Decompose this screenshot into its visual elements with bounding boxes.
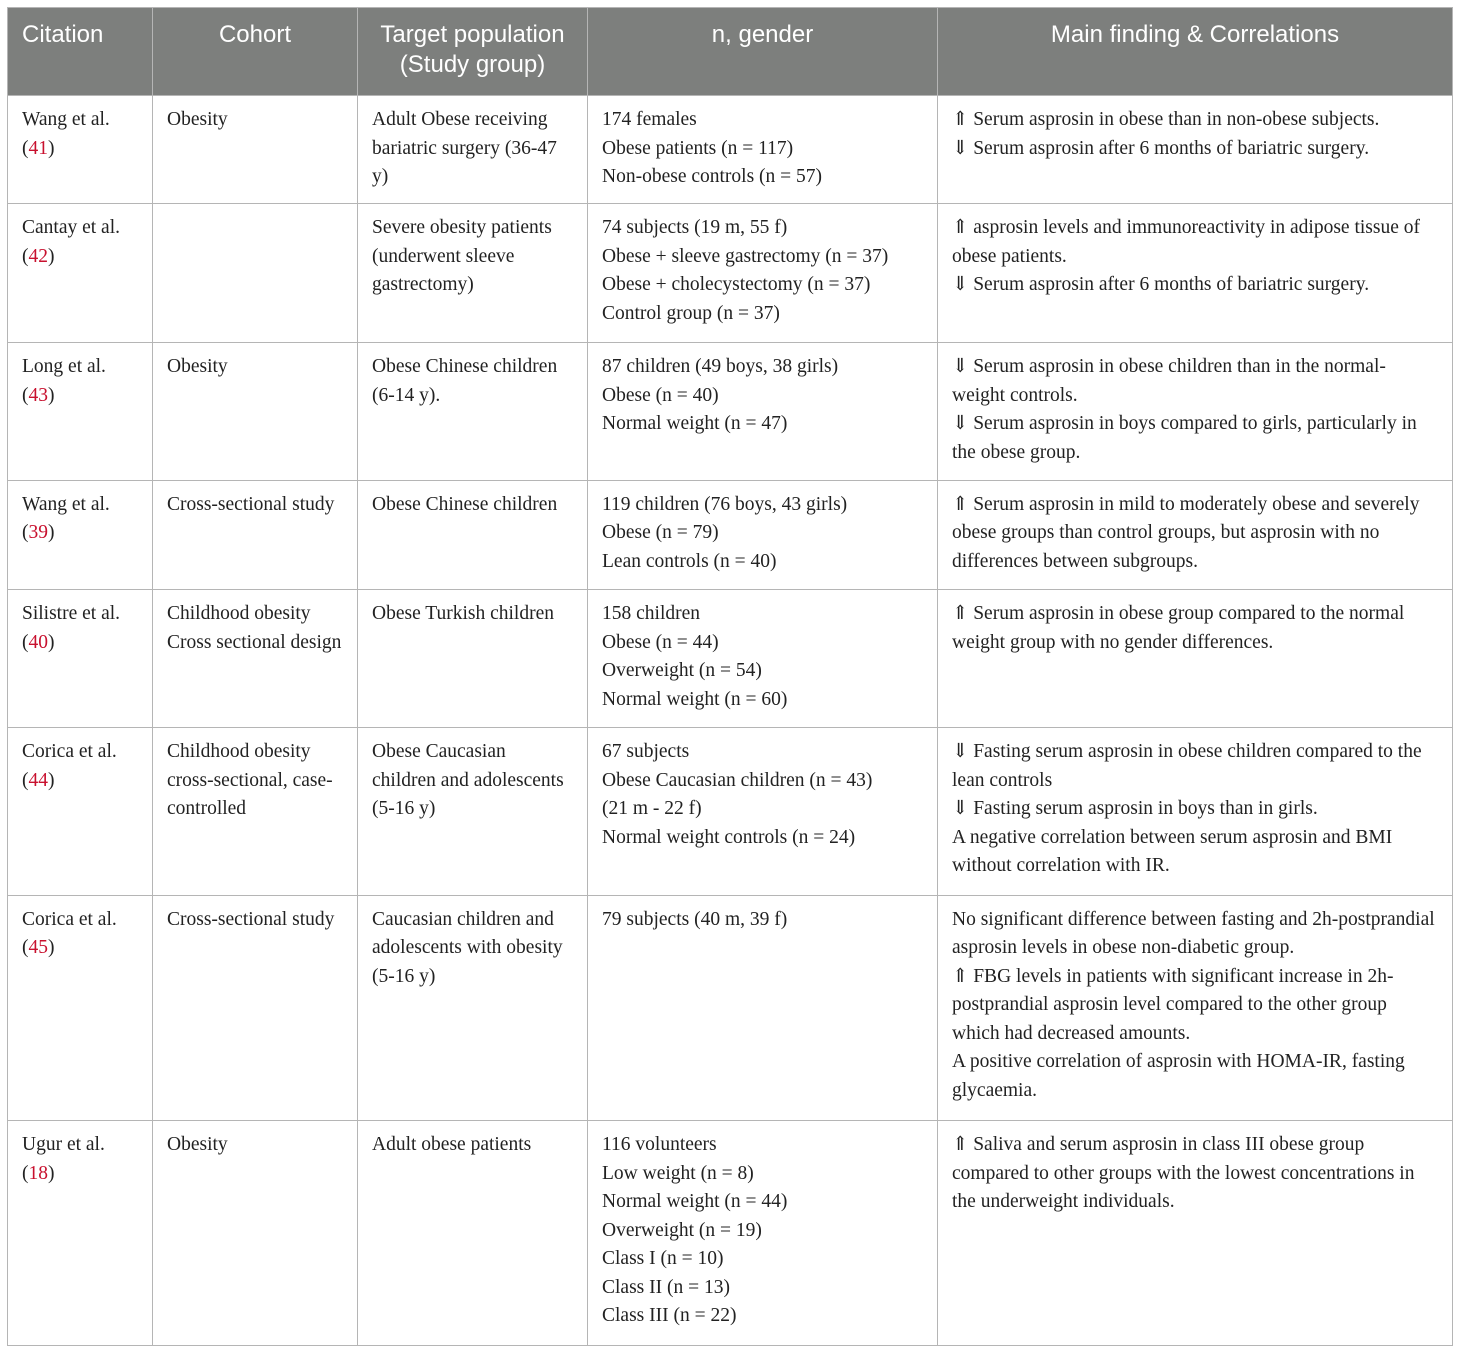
cohort-cell: Obesity <box>153 1121 358 1346</box>
header-n-gender: n, gender <box>588 8 938 96</box>
reference-link[interactable]: 18 <box>28 1162 48 1184</box>
target-population-cell: Caucasian children and adolescents with obesity (5-16 y) <box>358 895 588 1121</box>
finding-line: ⇓ Fasting serum asprosin in boys than in girls. <box>952 798 1318 820</box>
cohort-cell: Childhood obesity cross-sectional, case-controlled <box>153 728 358 895</box>
citation-reference: (39) <box>22 522 55 544</box>
n-gender-line: Overweight (n = 19) <box>602 1219 762 1241</box>
citation-author: Wang et al. <box>22 493 110 515</box>
finding-line: ⇓ Serum asprosin after 6 months of bariatric surgery. <box>952 274 1370 296</box>
n-gender-line: 79 subjects (40 m, 39 f) <box>602 908 788 930</box>
finding-line: ⇑ asprosin levels and immunoreactivity in adipose tissue of obese patients. <box>952 217 1425 267</box>
header-row <box>8 8 1453 96</box>
n-gender-line: Non-obese controls (n = 57) <box>602 166 823 187</box>
main-finding-cell <box>938 1121 1453 1346</box>
n-gender-line: Low weight (n = 8) <box>602 1162 754 1184</box>
finding-line: ⇑ Serum asprosin in obese group compared to the normal weight group with no gender differences. <box>952 603 1410 653</box>
cohort-cell: Cross-sectional study <box>153 480 358 589</box>
finding-line: ⇑ Serum asprosin in mild to moderately obese and severely obese groups than control groups, but asprosin with no differences between subgroups. <box>952 493 1425 572</box>
n-gender-line: 174 females <box>602 109 697 130</box>
main-finding-cell <box>938 728 1453 895</box>
citation-cell <box>8 590 153 728</box>
cohort-cell: Childhood obesity Cross sectional design <box>153 590 358 728</box>
main-finding-cell <box>938 480 1453 589</box>
citation-reference: (40) <box>22 631 55 653</box>
main-finding-cell <box>938 895 1453 1121</box>
citation-author: Cantay et al. <box>22 217 121 239</box>
citation-reference: (43) <box>22 384 55 406</box>
n-gender-line: Obese (n = 79) <box>602 522 719 544</box>
table-row <box>8 343 1453 481</box>
table-row <box>8 895 1453 1121</box>
cohort-cell <box>153 204 358 343</box>
header-main-finding: Main finding & Correlations <box>938 8 1453 96</box>
n-gender-line: 74 subjects (19 m, 55 f) <box>602 217 788 239</box>
n-gender-cell <box>588 1121 938 1346</box>
header-target-population: Target population (Study group) <box>358 8 588 96</box>
citation-reference: (41) <box>22 137 55 159</box>
reference-link[interactable]: 44 <box>28 769 48 791</box>
n-gender-cell <box>588 590 938 728</box>
n-gender-line: 158 children <box>602 603 701 625</box>
n-gender-line: Obese patients (n = 117) <box>602 137 794 159</box>
target-population-cell: Obese Chinese children (6-14 y). <box>358 343 588 481</box>
table-row <box>8 204 1453 343</box>
reference-link[interactable]: 40 <box>28 631 48 653</box>
n-gender-line: 116 volunteers <box>602 1134 717 1156</box>
main-finding-cell <box>938 204 1453 343</box>
citation-author: Wang et al. <box>22 109 110 130</box>
finding-line: ⇓ Serum asprosin in obese children than in the normal-weight controls. <box>952 356 1386 406</box>
citation-author: Corica et al. <box>22 908 117 930</box>
citation-reference: (44) <box>22 769 55 791</box>
table-row <box>8 96 1453 204</box>
n-gender-cell <box>588 895 938 1121</box>
n-gender-line: Obese (n = 40) <box>602 384 719 406</box>
finding-line: ⇑ Saliva and serum asprosin in class III obese group compared to other groups with the lowest concentrations in the underweight individuals. <box>952 1134 1420 1213</box>
target-population-cell: Obese Turkish children <box>358 590 588 728</box>
citation-cell <box>8 96 153 204</box>
n-gender-cell <box>588 96 938 204</box>
main-finding-cell <box>938 96 1453 204</box>
header-citation: Citation <box>8 8 153 96</box>
n-gender-line: Normal weight (n = 60) <box>602 688 788 710</box>
n-gender-line: Normal weight (n = 44) <box>602 1191 788 1213</box>
citation-author: Long et al. <box>22 356 106 378</box>
citation-reference: (18) <box>22 1162 55 1184</box>
finding-line: ⇑ Serum asprosin in obese than in non-obese subjects. <box>952 109 1380 130</box>
n-gender-line: 119 children (76 boys, 43 girls) <box>602 493 848 515</box>
n-gender-line: Lean controls (n = 40) <box>602 550 777 572</box>
reference-link[interactable]: 39 <box>28 522 48 544</box>
n-gender-line: 67 subjects <box>602 741 690 763</box>
main-finding-cell <box>938 343 1453 481</box>
n-gender-line: Class II (n = 13) <box>602 1276 730 1298</box>
target-population-cell: Obese Chinese children <box>358 480 588 589</box>
n-gender-line: 87 children (49 boys, 38 girls) <box>602 356 839 378</box>
n-gender-line: Overweight (n = 54) <box>602 660 762 682</box>
table-row <box>8 728 1453 895</box>
cohort-cell: Cross-sectional study <box>153 895 358 1121</box>
citation-cell <box>8 343 153 481</box>
reference-link[interactable]: 42 <box>28 245 48 267</box>
n-gender-line: Normal weight (n = 47) <box>602 413 788 435</box>
target-population-cell: Obese Caucasian children and adolescents (5-16 y) <box>358 728 588 895</box>
n-gender-line: (21 m - 22 f) <box>602 798 702 820</box>
table-row <box>8 480 1453 589</box>
citation-cell <box>8 480 153 589</box>
target-population-cell: Adult obese patients <box>358 1121 588 1346</box>
citation-cell <box>8 728 153 895</box>
n-gender-cell <box>588 480 938 589</box>
finding-line: ⇓ Fasting serum asprosin in obese children compared to the lean controls <box>952 741 1427 791</box>
n-gender-cell <box>588 204 938 343</box>
main-finding-cell <box>938 590 1453 728</box>
n-gender-line: Class III (n = 22) <box>602 1305 737 1327</box>
citation-author: Ugur et al. <box>22 1134 105 1156</box>
finding-line: A negative correlation between serum asprosin and BMI without correlation with IR. <box>952 826 1398 877</box>
n-gender-line: Obese + cholecystectomy (n = 37) <box>602 274 871 296</box>
finding-line: ⇓ Serum asprosin in boys compared to girls, particularly in the obese group. <box>952 413 1422 463</box>
citation-reference: (45) <box>22 937 55 959</box>
asprosin-studies-table <box>7 7 1453 1346</box>
citation-author: Silistre et al. <box>22 603 121 625</box>
cohort-cell: Obesity <box>153 343 358 481</box>
citation-reference: (42) <box>22 245 55 267</box>
n-gender-cell <box>588 343 938 481</box>
reference-link[interactable]: 41 <box>28 137 48 159</box>
reference-link[interactable]: 43 <box>28 384 48 406</box>
finding-line: No significant difference between fasting and 2h-postprandial asprosin levels in obese non-diabetic group. <box>952 908 1440 959</box>
citation-cell <box>8 1121 153 1346</box>
citation-cell <box>8 895 153 1121</box>
table-row <box>8 1121 1453 1346</box>
reference-link[interactable]: 45 <box>28 937 48 959</box>
header-cohort: Cohort <box>153 8 358 96</box>
n-gender-line: Obese Caucasian children (n = 43) <box>602 769 873 791</box>
target-population-cell: Adult Obese receiving bariatric surgery (36-47 y) <box>358 96 588 204</box>
n-gender-line: Control group (n = 37) <box>602 302 780 324</box>
n-gender-line: Obese + sleeve gastrectomy (n = 37) <box>602 245 889 267</box>
cohort-cell: Obesity <box>153 96 358 204</box>
n-gender-line: Class I (n = 10) <box>602 1248 724 1270</box>
n-gender-line: Normal weight controls (n = 24) <box>602 826 856 848</box>
target-population-cell: Severe obesity patients (underwent sleeve gastrectomy) <box>358 204 588 343</box>
table-row <box>8 590 1453 728</box>
citation-author: Corica et al. <box>22 741 117 763</box>
finding-line: ⇑ FBG levels in patients with significant increase in 2h-postprandial asprosin level compared to the other group which had decreased amounts. <box>952 965 1394 1044</box>
citation-cell <box>8 204 153 343</box>
n-gender-cell <box>588 728 938 895</box>
n-gender-line: Obese (n = 44) <box>602 631 719 653</box>
finding-line: A positive correlation of asprosin with HOMA-IR, fasting glycaemia. <box>952 1051 1410 1101</box>
finding-line: ⇓ Serum asprosin after 6 months of bariatric surgery. <box>952 137 1370 159</box>
